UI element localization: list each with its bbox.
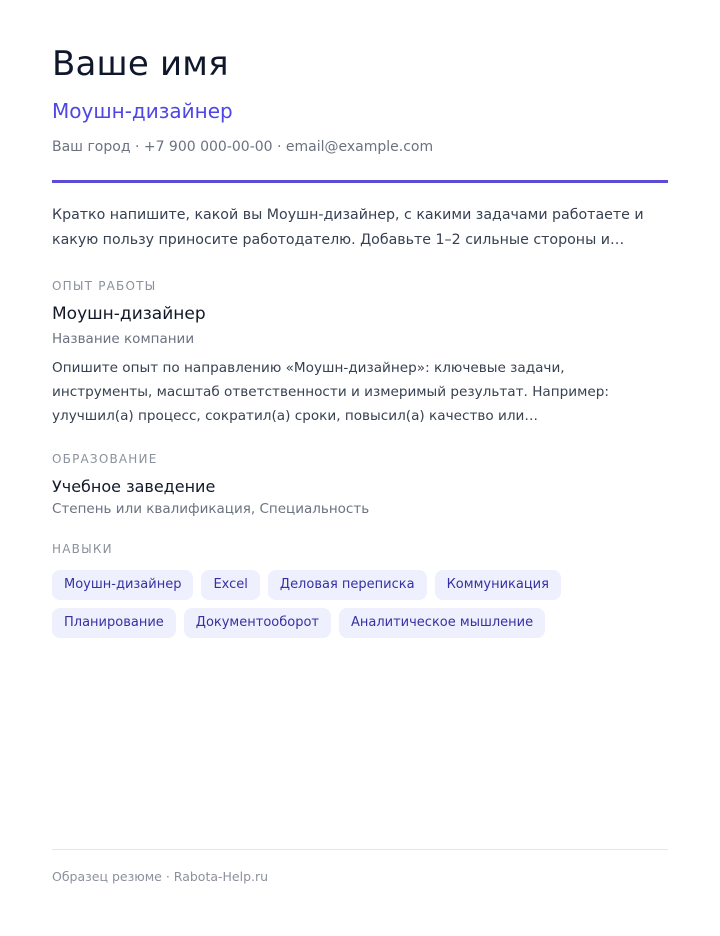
company-name: Название компании bbox=[52, 331, 195, 347]
skill-chip: Планирование bbox=[52, 608, 176, 638]
education-institution: Учебное заведение bbox=[52, 477, 216, 496]
candidate-name: Ваше имя bbox=[52, 44, 229, 84]
contact-line: Ваш город · +7 900 000-00-00 · email@example.com bbox=[52, 139, 434, 155]
candidate-role: Моушн-дизайнер bbox=[52, 99, 233, 123]
education-heading: ОБРАЗОВАНИЕ bbox=[52, 452, 158, 466]
skill-chip: Деловая переписка bbox=[268, 570, 427, 600]
skills-list bbox=[52, 570, 672, 638]
job-description: Опишите опыт по направлению «Моушн-дизайнер»: ключевые задачи, инструменты, масштаб ответственности и измеримый результат. Например: улучшил(а) процесс, сократил(а) сроки, повысил(а) качество или… bbox=[52, 360, 609, 424]
education-details: Степень или квалификация, Специальность bbox=[52, 501, 370, 517]
skill-chip: Моушн-дизайнер bbox=[52, 570, 193, 600]
summary-text: Кратко напишите, какой вы Моушн-дизайнер, с какими задачами работаете и какую пользу приносите работодателю. Добавьте 1–2 сильные стороны и… bbox=[52, 207, 644, 248]
job-title: Моушн-дизайнер bbox=[52, 304, 206, 324]
footer-text: Образец резюме · Rabota-Help.ru bbox=[52, 869, 269, 884]
header-divider bbox=[52, 180, 668, 183]
skill-chip: Аналитическое мышление bbox=[339, 608, 545, 638]
footer-divider bbox=[52, 849, 668, 850]
skill-chip: Документооборот bbox=[184, 608, 331, 638]
skill-chip: Коммуникация bbox=[435, 570, 561, 600]
experience-heading: ОПЫТ РАБОТЫ bbox=[52, 279, 157, 293]
skills-heading: НАВЫКИ bbox=[52, 542, 113, 556]
skill-chip: Excel bbox=[201, 570, 259, 600]
